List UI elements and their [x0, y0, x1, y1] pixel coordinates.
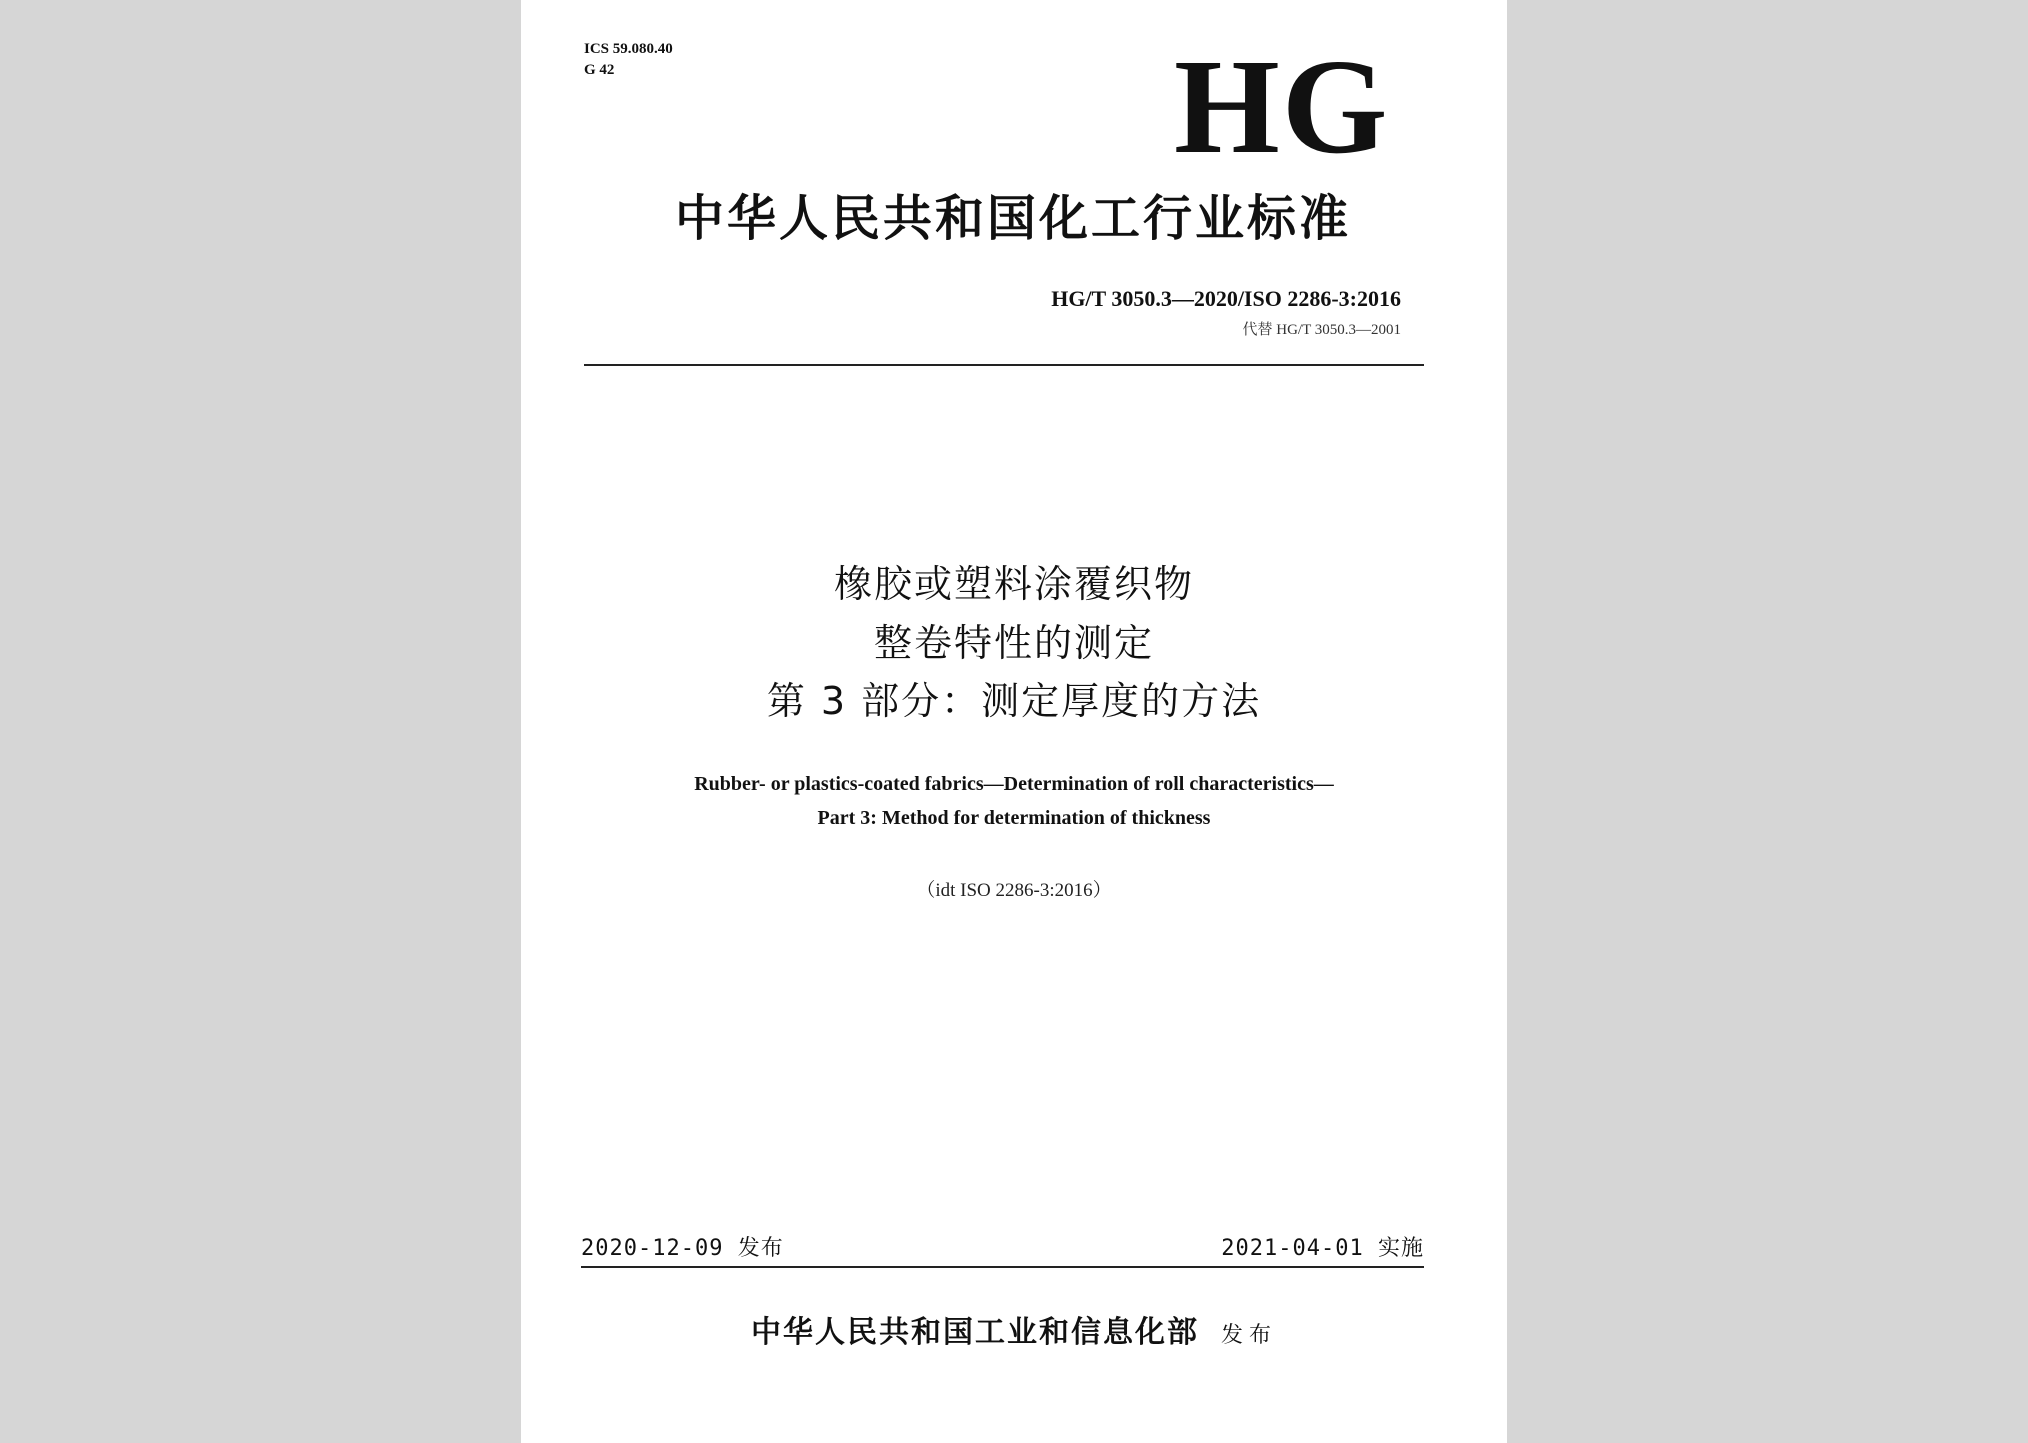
classification-code: G 42 — [584, 62, 615, 78]
chinese-title-line-3: 第 3 部分：测定厚度的方法 — [766, 679, 1262, 723]
english-title-line-2: Part 3: Method for determination of thickness — [817, 807, 1211, 829]
publisher-suffix: 发布 — [1220, 1323, 1277, 1348]
footer-divider — [581, 1266, 1424, 1268]
publisher-name: 中华人民共和国工业和信息化部 — [750, 1315, 1199, 1350]
standard-code: HG/T 3050.3—2020/ISO 2286-3:2016 — [1051, 286, 1401, 311]
replaces-note: 代替 HG/T 3050.3—2001 — [1242, 322, 1401, 338]
header-divider — [584, 364, 1424, 366]
idt-reference: （idt ISO 2286-3:2016） — [916, 880, 1112, 901]
english-title-line-1: Rubber- or plastics-coated fabrics—Determination of roll characteristics— — [694, 773, 1334, 795]
standard-title: 中华人民共和国化工行业标准 — [674, 190, 1351, 247]
hg-logo: HG — [1174, 32, 1390, 182]
issue-date: 2020-12-09 发布 — [581, 1236, 784, 1261]
implementation-date: 2021-04-01 实施 — [1221, 1236, 1424, 1261]
chinese-title-line-1: 橡胶或塑料涂覆织物 — [833, 562, 1194, 606]
ics-code: ICS 59.080.40 — [584, 41, 673, 57]
publisher-line — [521, 1313, 1507, 1356]
document-page — [521, 0, 1507, 1443]
chinese-title-line-2: 整卷特性的测定 — [873, 621, 1154, 665]
